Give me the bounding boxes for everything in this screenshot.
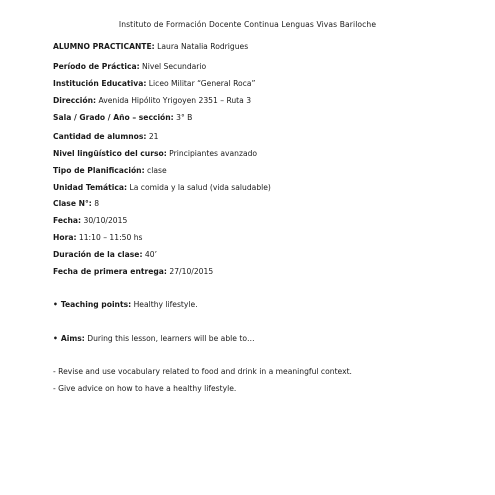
field-unidad-tematica [53, 183, 271, 192]
field-tipo-planificacion [53, 166, 167, 175]
field-label: Fecha de primera entrega: [53, 267, 167, 276]
field-label: ALUMNO PRACTICANTE: [53, 42, 155, 51]
field-label: Nivel lingüístico del curso: [53, 149, 167, 158]
field-value: Laura Natalia Rodrigues [154, 42, 249, 51]
field-label: Clase N°: [53, 199, 92, 208]
field-value: Principiantes avanzado [166, 149, 258, 158]
institution-header: Instituto de Formación Docente Continua Lenguas Vivas Bariloche [118, 20, 377, 29]
field-value: La comida y la salud (vida saludable) [127, 183, 271, 192]
field-periodo-practica [53, 62, 206, 71]
aims-label: Aims: [60, 334, 85, 343]
aims-value: During this lesson, learners will be able to… [84, 334, 255, 343]
teaching-points [53, 300, 198, 309]
teaching-points-value: Healthy lifestyle. [131, 300, 198, 309]
field-label: Tipo de Planificación: [53, 166, 145, 175]
field-direccion [53, 96, 251, 105]
objective-item: - Revise and use vocabulary related to food and drink in a meaningful context. [53, 367, 352, 376]
field-label: Cantidad de alumnos: [53, 132, 147, 141]
field-label: Unidad Temática: [53, 183, 128, 192]
teaching-points-label: Teaching points: [60, 300, 132, 309]
field-label: Dirección: [53, 96, 97, 105]
field-hora [53, 233, 142, 242]
field-sala-grado [53, 113, 192, 122]
field-cantidad-alumnos [53, 132, 159, 141]
field-label: Fecha: [53, 216, 82, 225]
field-value: 21 [146, 132, 159, 141]
aims [53, 334, 255, 343]
field-value: 3° B [173, 113, 193, 122]
field-institucion [53, 79, 255, 88]
field-value: Nivel Secundario [139, 62, 207, 71]
field-label: Institución Educativa: [53, 79, 147, 88]
field-value: 8 [91, 199, 100, 208]
field-duracion [53, 250, 157, 259]
field-label: Duración de la clase: [53, 250, 143, 259]
bullet-icon: • [53, 300, 58, 309]
field-value: 40’ [142, 250, 157, 259]
field-alumno-practicante [53, 42, 248, 51]
field-value: 11:10 – 11:50 hs [76, 233, 143, 242]
field-value: 30/10/2015 [81, 216, 128, 225]
field-value: Liceo Militar “General Roca” [146, 79, 256, 88]
bullet-icon: • [53, 334, 58, 343]
field-value: clase [144, 166, 167, 175]
objective-item: - Give advice on how to have a healthy lifestyle. [53, 384, 237, 393]
field-label: Sala / Grado / Año – sección: [53, 113, 174, 122]
field-fecha [53, 216, 127, 225]
field-value: Avenida Hipólito Yrigoyen 2351 – Ruta 3 [96, 96, 252, 105]
field-nivel-linguistico [53, 149, 257, 158]
field-value: 27/10/2015 [166, 267, 214, 276]
field-fecha-entrega [53, 267, 213, 276]
field-clase-numero [53, 199, 99, 208]
field-label: Hora: [53, 233, 77, 242]
field-label: Período de Práctica: [53, 62, 140, 71]
